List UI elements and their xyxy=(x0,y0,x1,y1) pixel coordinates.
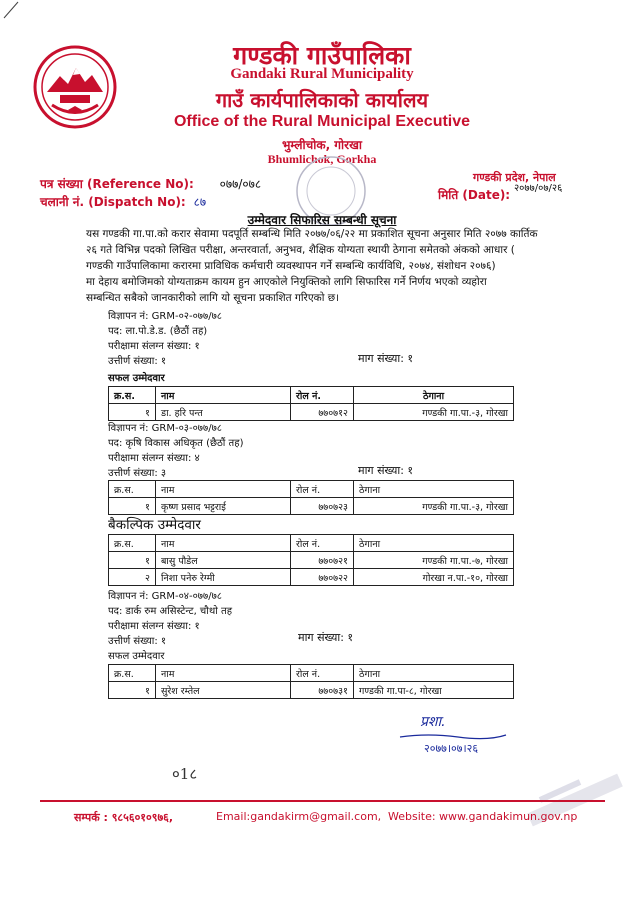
notice-line: मा देहाय बमोजिमको योग्यताक्रम कायम हुन आएकोले नियुक्तिको लागि सिफारिस गर्ने निर्णय भएको व्यहोरा xyxy=(86,276,487,288)
notice-line: २६ गते विभिन्न पदको लिखित परीक्षा, अन्तरवार्ता, अनुभव, शैक्षिक योग्यता स्थायी ठेगाना समेतको अंकको आधार ( xyxy=(86,244,515,256)
col-header: नाम xyxy=(156,535,291,552)
handwritten-margin-note: ०1८ xyxy=(172,765,198,783)
table-row xyxy=(109,569,514,586)
place-nepali: भुम्लीचोक, गोरखा xyxy=(281,138,363,152)
table-row xyxy=(109,498,514,515)
ad1-number: विज्ञापन नं: GRM-०२-०७७/७८ xyxy=(108,311,222,322)
col-header: क्र.स. xyxy=(109,535,156,552)
alternate-candidates-heading: बैकल्पिक उम्मेदवार xyxy=(108,517,201,533)
footer-website[interactable]: Website: www.gandakimun.gov.np xyxy=(388,810,578,823)
cell: ७७०७२२ xyxy=(291,569,354,586)
col-header: रोल नं. xyxy=(291,481,354,498)
cell: डा. हरि पन्त xyxy=(156,404,291,421)
date-label: मिति (Date): xyxy=(438,188,511,202)
col-header: ठेगाना xyxy=(354,535,514,552)
notice-line: यस गण्डकी गा.पा.को करार सेवामा पदपूर्ति सम्बन्धि मिति २०७७/०६/२२ मा प्रकाशित सूचना अनुसार मिति २०७७ कार्तिक xyxy=(86,228,538,240)
ad3-demand-count: माग संख्या: १ xyxy=(298,631,354,644)
ad1-passed-count: उत्तीर्ण संख्या: १ xyxy=(108,356,167,367)
municipality-name-nepali: गण्डकी गाउँपालिका xyxy=(233,41,411,70)
ad1-table xyxy=(108,386,514,421)
ad3-passed-count: उत्तीर्ण संख्या: १ xyxy=(108,636,167,647)
ad2-exam-count: परीक्षामा संलग्न संख्या: ४ xyxy=(108,453,200,464)
cell: २ xyxy=(109,569,156,586)
cell: गोरखा न.पा.-१०, गोरखा xyxy=(354,569,514,586)
table-row xyxy=(109,682,514,699)
col-header: ठेगाना xyxy=(354,387,514,404)
signature-date: २०७७।०७।२६ xyxy=(424,742,479,755)
ad1-post: पद: ला.पो.डे.ड. (छैठौं तह) xyxy=(108,326,208,337)
col-header: रोल नं. xyxy=(291,535,354,552)
cell: ७७०७३१ xyxy=(291,682,354,699)
ad2-number: विज्ञापन नं: GRM-०३-०७७/७८ xyxy=(108,423,222,434)
table-header-row xyxy=(109,665,514,682)
cell: १ xyxy=(109,682,156,699)
signature-underline-icon xyxy=(398,731,508,741)
ad1-success-heading: सफल उम्मेदवार xyxy=(108,373,165,384)
cell: १ xyxy=(109,498,156,515)
col-header: रोल नं. xyxy=(291,387,354,404)
cell: ७७०७२३ xyxy=(291,498,354,515)
office-name-english: Office of the Rural Municipal Executive xyxy=(173,113,471,130)
table-header-row xyxy=(109,387,514,404)
office-name-nepali: गाउँ कार्यपालिकाको कार्यालय xyxy=(215,88,429,112)
reference-line xyxy=(40,175,261,192)
cell: १ xyxy=(109,552,156,569)
footer-contact: सम्पर्क : ९८५६०१०९७६, xyxy=(74,811,174,824)
cell: ७७०७२१ xyxy=(291,552,354,569)
table-row xyxy=(109,404,514,421)
cell: गण्डकी गा.पा.-३, गोरखा xyxy=(354,404,514,421)
notice-line: सम्बन्धित सबैको जानकारीको लागि यो सूचना प्रकाशित गरिएको छ। xyxy=(86,292,340,304)
province-line: गण्डकी प्रदेश, नेपाल xyxy=(473,171,556,184)
ad3-exam-count: परीक्षामा संलग्न संख्या: १ xyxy=(108,621,200,632)
cell: बासु पौडेल xyxy=(156,552,291,569)
ad3-post: पद: डार्क रुम असिस्टेन्ट, चौथो तह xyxy=(108,606,233,617)
footer-email[interactable]: Email:gandakirm@gmail.com, xyxy=(216,810,382,823)
ad2-table xyxy=(108,480,514,515)
table-header-row xyxy=(109,481,514,498)
ad2-demand-count: माग संख्या: १ xyxy=(358,464,414,477)
cell: गण्डकी गा.पा-८, गोरखा xyxy=(354,682,514,699)
ad3-table xyxy=(108,664,514,699)
alternate-candidates-table xyxy=(108,534,514,586)
reference-label: पत्र संख्या (Reference No): xyxy=(40,177,194,191)
cell: गण्डकी गा.पा.-७, गोरखा xyxy=(354,552,514,569)
cell: १ xyxy=(109,404,156,421)
reference-value: ०७७/०७८ xyxy=(219,177,262,191)
col-header: नाम xyxy=(156,481,291,498)
col-header: क्र.स. xyxy=(109,481,156,498)
date-value: २०७७/०७/२६ xyxy=(513,183,563,194)
cell: गण्डकी गा.पा.-३, गोरखा xyxy=(354,498,514,515)
ad3-number: विज्ञापन नं: GRM-०४-०७७/७८ xyxy=(108,591,222,602)
table-row xyxy=(109,552,514,569)
cell: ७७०७१२ xyxy=(291,404,354,421)
municipality-name-english: Gandaki Rural Municipality xyxy=(230,66,414,82)
ad2-post: पद: कृषि विकास अधिकृत (छैठौं तह) xyxy=(108,438,244,449)
dispatch-line xyxy=(40,193,206,210)
col-header: नाम xyxy=(156,387,291,404)
table-header-row xyxy=(109,535,514,552)
cell: सुरेश रम्तेल xyxy=(156,682,291,699)
corner-mark xyxy=(0,0,30,20)
notice-title: उम्मेदवार सिफारिस सम्बन्धी सूचना xyxy=(247,213,397,227)
notice-body xyxy=(86,226,556,306)
col-header: ठेगाना xyxy=(354,481,514,498)
col-header: क्र.स. xyxy=(109,387,156,404)
ad1-exam-count: परीक्षामा संलग्न संख्या: १ xyxy=(108,341,200,352)
dispatch-label: चलानी नं. (Dispatch No): xyxy=(40,195,186,209)
cell: कृष्ण प्रसाद भट्टराई xyxy=(156,498,291,515)
ad1-demand-count: माग संख्या: १ xyxy=(358,352,414,365)
cell: निशा पनेरु रेग्मी xyxy=(156,569,291,586)
place-english: Bhumlichok, Gorkha xyxy=(267,152,377,166)
ad2-passed-count: उत्तीर्ण संख्या: ३ xyxy=(108,468,167,479)
date-line xyxy=(438,183,563,203)
col-header: ठेगाना xyxy=(354,665,514,682)
col-header: क्र.स. xyxy=(109,665,156,682)
col-header: नाम xyxy=(156,665,291,682)
ad3-success-heading: सफल उम्मेदवार xyxy=(108,651,165,662)
footer-divider xyxy=(40,800,605,802)
signature-initials: प्रशा. xyxy=(420,714,446,730)
dispatch-value: ८७ xyxy=(193,195,207,209)
signature-block xyxy=(398,712,508,760)
notice-line: गण्डकी गाउँपालिकामा करारमा प्राविधिक कर्मचारी व्यवस्थापन गर्ने सम्बन्धि कार्यविधि, २०७४, संशोधन २०७६) xyxy=(86,260,496,272)
col-header: रोल नं. xyxy=(291,665,354,682)
